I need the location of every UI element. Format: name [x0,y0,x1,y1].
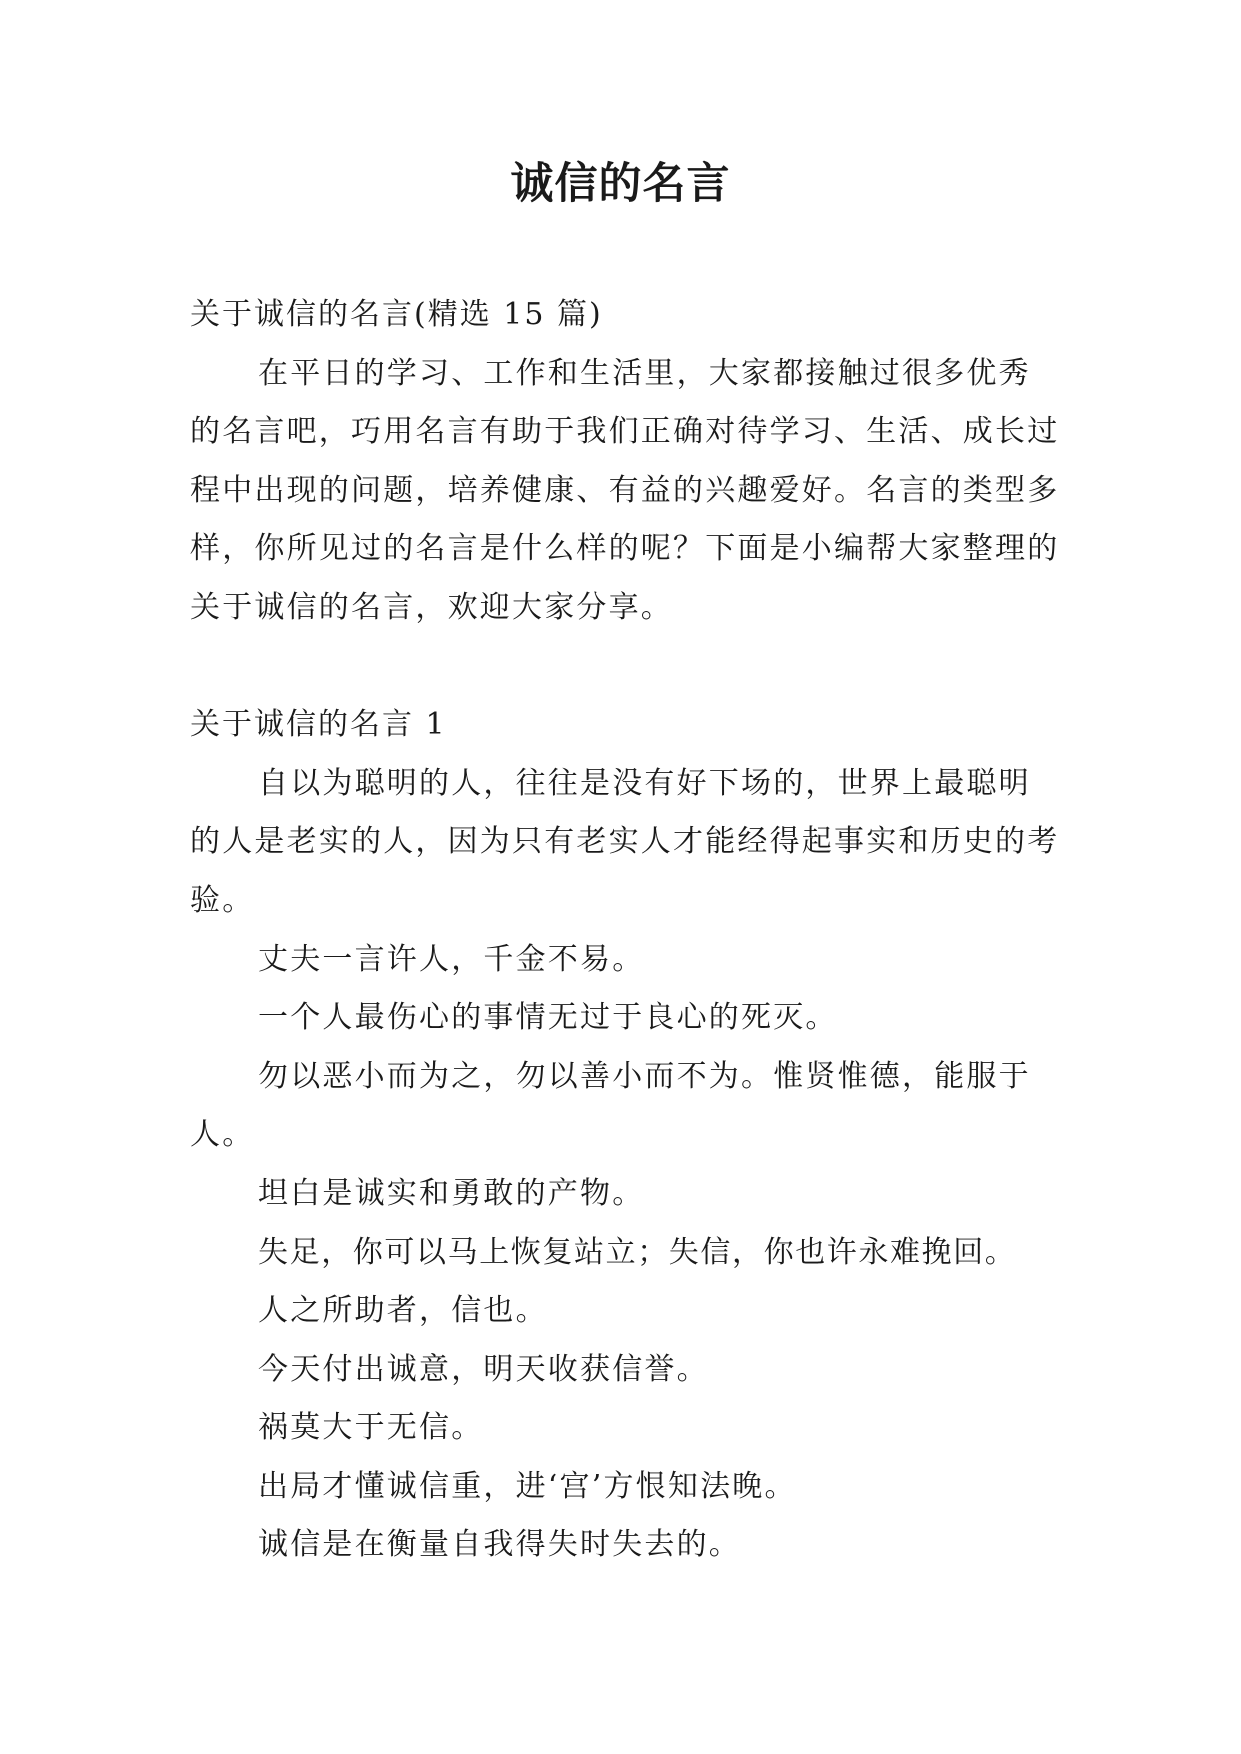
document-title: 诚信的名言 [510,159,731,209]
quote-item: 出局才懂诚信重，进‘宫’方恨知法晚。 [258,1468,797,1504]
quote-item: 今天付出诚意，明天收获信誉。 [258,1351,709,1387]
quote-item: 祸莫大于无信。 [258,1410,484,1446]
intro-paragraph: 在平日的学习、工作和生活里，大家都接触过很多优秀的名言吧，巧用名言有助于我们正确对待学习、生活、成长过程中出现的问题，培养健康、有益的兴趣爱好。名言的类型多样，你所见过的名言是什么样的呢？下面是小编帮大家整理的关于诚信的名言，欢迎大家分享。 [190,355,1060,625]
quote-item: 坦白是诚实和勇敢的产物。 [258,1175,645,1211]
section-heading: 关于诚信的名言 1 [190,707,447,743]
quote-item: 一个人最伤心的事情无过于良心的死灭。 [258,1000,838,1036]
quote-item: 人之所助者，信也。 [258,1293,548,1329]
quote-item: 失足，你可以马上恢复站立；失信，你也许永难挽回。 [258,1234,1017,1270]
quote-item: 自以为聪明的人，往往是没有好下场的，世界上最聪明的人是老实的人，因为只有老实人才能经得起事实和历史的考验。 [190,765,1060,918]
paragraph-spacer [190,638,1060,697]
quote-item: 丈夫一言许人，千金不易。 [258,941,645,977]
quote-item: 诚信是在衡量自我得失时失去的。 [258,1527,741,1563]
document-body [190,286,1060,1575]
document-subtitle: 关于诚信的名言(精选 15 篇) [190,297,603,332]
quote-item: 勿以恶小而为之，勿以善小而不为。惟贤惟德，能服于人。 [190,1058,1031,1153]
